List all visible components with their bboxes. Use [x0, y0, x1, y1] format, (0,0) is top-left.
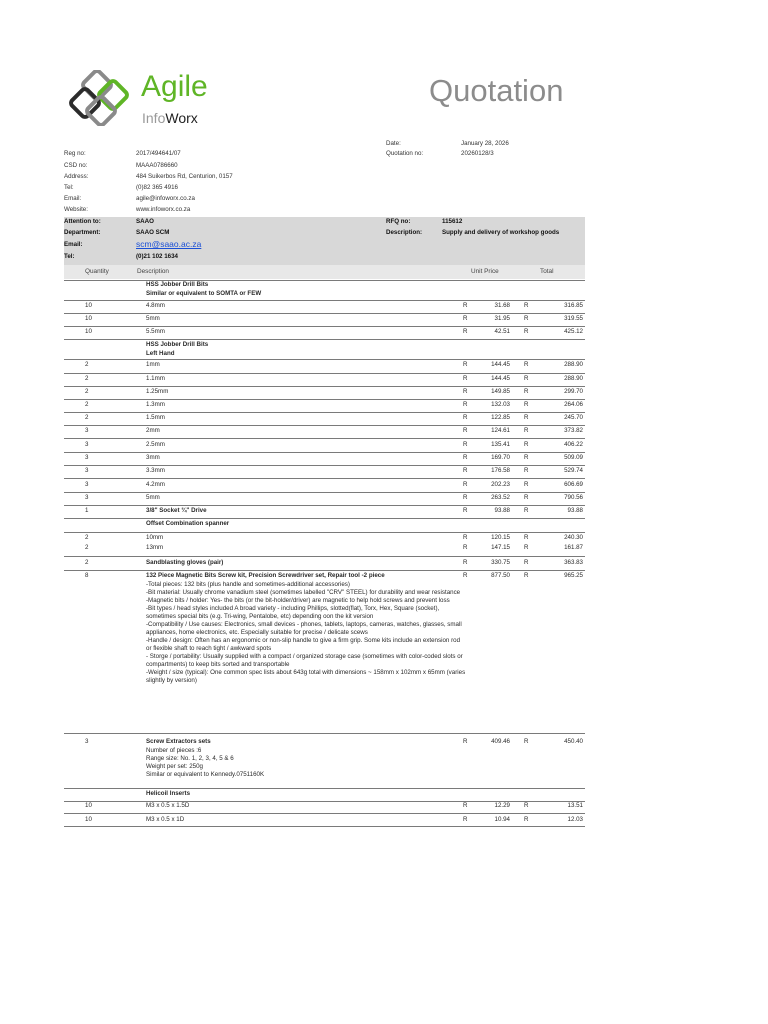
item-description: 5mm — [146, 315, 160, 322]
item-description: 1.1mm — [146, 375, 165, 382]
unit-currency: R — [463, 454, 468, 461]
item-total: 264.06 — [564, 401, 583, 408]
row-divider — [64, 478, 585, 479]
quotation-no-label: Quotation no: — [386, 150, 424, 157]
client-tel-label: Tel: — [64, 253, 75, 260]
row-divider — [64, 452, 585, 453]
unit-currency: R — [463, 427, 468, 434]
brand-sub-worx: Worx — [165, 110, 198, 126]
detail-line: Similar or equivalent to Kennedy.0751160K — [146, 771, 265, 778]
section-heading: HSS Jobber Drill Bits — [146, 281, 209, 288]
item-total: 965.25 — [564, 572, 583, 579]
supplier-label: Address: — [64, 173, 89, 180]
section-heading: Offset Combination spanner — [146, 520, 230, 527]
total-currency: R — [524, 427, 529, 434]
row-divider — [64, 339, 585, 340]
item-description-details — [146, 747, 466, 779]
unit-currency: R — [463, 559, 468, 566]
item-description: 1.25mm — [146, 388, 169, 395]
item-total: 373.82 — [564, 427, 583, 434]
item-total: 406.22 — [564, 441, 583, 448]
unit-currency: R — [463, 481, 468, 488]
supplier-value: 484 Suikerbos Rd, Centurion, 0157 — [136, 173, 233, 180]
supplier-label: Website: — [64, 206, 88, 213]
item-quantity: 3 — [85, 738, 89, 745]
detail-line: Number of pieces :6 — [146, 747, 202, 754]
total-currency: R — [524, 738, 529, 745]
rfq-label: RFQ no: — [386, 218, 411, 225]
client-tel-value: (0)21 102 1634 — [136, 253, 178, 260]
total-currency: R — [524, 507, 529, 514]
detail-line: Range size: No. 1, 2, 3, 4, 5 & 6 — [146, 755, 234, 762]
item-total: 529.74 — [564, 467, 583, 474]
unit-currency: R — [463, 494, 468, 501]
item-quantity: 3 — [85, 441, 89, 448]
unit-currency: R — [463, 388, 468, 395]
supplier-label: Reg no: — [64, 150, 86, 157]
unit-currency: R — [463, 441, 468, 448]
item-quantity: 1 — [85, 507, 89, 514]
total-currency: R — [524, 816, 529, 823]
item-total: 12.03 — [567, 816, 583, 823]
brand-name: Agile — [141, 70, 208, 103]
row-divider — [64, 556, 585, 557]
brand-sub-info: Info — [142, 110, 166, 126]
detail-line: -Handle / design: Often has an ergonomic or non-slip handle to give a firm grip. Some kits include an extension rod or flexible shaft to reach tight / awkward spots — [146, 637, 461, 652]
item-total: 450.40 — [564, 738, 583, 745]
total-currency: R — [524, 441, 529, 448]
item-quantity: 2 — [85, 388, 89, 395]
item-description: Screw Extractors sets — [146, 738, 211, 745]
date-value: January 28, 2026 — [461, 140, 509, 147]
total-currency: R — [524, 454, 529, 461]
brand-subtitle — [142, 111, 198, 125]
item-quantity: 3 — [85, 454, 89, 461]
row-divider — [64, 359, 585, 360]
item-description: 4.8mm — [146, 302, 165, 309]
unit-currency: R — [463, 738, 468, 745]
detail-line: -Bit types / head styles included A broad variety - including Phillips, slotted(flat), Torx, Hex, Square (socket), sometimes special bits (e.g. Tri-wing, Pentalobe, etc) depending oon the kit version — [146, 605, 440, 620]
total-currency: R — [524, 481, 529, 488]
item-quantity: 3 — [85, 494, 89, 501]
unit-currency: R — [463, 414, 468, 421]
item-total: 425.12 — [564, 328, 583, 335]
unit-currency: R — [463, 507, 468, 514]
item-quantity: 10 — [85, 315, 92, 322]
supplier-label: CSD no: — [64, 162, 88, 169]
item-unit-price: 31.68 — [494, 302, 510, 309]
column-unit-price: Unit Price — [471, 268, 499, 275]
row-divider — [64, 412, 585, 413]
row-divider — [64, 300, 585, 301]
detail-line: -Magnetic bits / holder: Yes- the bits (or the bit-holder/driver) are magnetic to help hold screws and prevent loss — [146, 597, 450, 604]
unit-currency: R — [463, 361, 468, 368]
item-total: 288.90 — [564, 375, 583, 382]
item-unit-price: 135.41 — [491, 441, 510, 448]
quotation-no-value: 20260128/3 — [461, 150, 494, 157]
unit-currency: R — [463, 375, 468, 382]
item-description: 10mm — [146, 534, 164, 541]
detail-line: Weight per set: 250g — [146, 763, 203, 770]
row-divider — [64, 518, 585, 519]
total-currency: R — [524, 467, 529, 474]
section-heading: Similar or equivalent to SOMTA or FEW — [146, 290, 262, 297]
item-unit-price: 10.94 — [494, 816, 510, 823]
item-total: 363.83 — [564, 559, 583, 566]
item-total: 316.85 — [564, 302, 583, 309]
row-divider — [64, 788, 585, 789]
row-divider — [64, 813, 585, 814]
item-quantity: 2 — [85, 534, 89, 541]
row-divider — [64, 386, 585, 387]
item-quantity: 2 — [85, 414, 89, 421]
row-divider — [64, 505, 585, 506]
row-divider — [64, 280, 585, 281]
item-unit-price: 12.29 — [494, 802, 510, 809]
description-label: Description: — [386, 229, 423, 236]
total-currency: R — [524, 401, 529, 408]
item-unit-price: 149.85 — [491, 388, 510, 395]
item-description: 3/8" Socket ¾" Drive — [146, 507, 207, 514]
row-divider — [64, 570, 585, 571]
item-description: 5mm — [146, 494, 160, 501]
section-heading: HSS Jobber Drill Bits — [146, 341, 209, 348]
row-divider — [64, 399, 585, 400]
item-description: 13mm — [146, 544, 164, 551]
item-quantity: 10 — [85, 802, 92, 809]
item-quantity: 2 — [85, 544, 89, 551]
item-description: 2.5mm — [146, 441, 165, 448]
item-quantity: 2 — [85, 361, 89, 368]
item-unit-price: 31.95 — [494, 315, 510, 322]
date-label: Date: — [386, 140, 401, 147]
item-unit-price: 93.88 — [494, 507, 510, 514]
column-total: Total — [540, 268, 554, 275]
item-unit-price: 132.03 — [491, 401, 510, 408]
department-label: Department: — [64, 229, 101, 236]
item-description: Sandblasting gloves (pair) — [146, 559, 224, 566]
item-unit-price: 176.58 — [491, 467, 510, 474]
item-unit-price: 263.52 — [491, 494, 510, 501]
item-total: 606.69 — [564, 481, 583, 488]
supplier-value: (0)82 365 4916 — [136, 184, 178, 191]
description-value: Supply and delivery of workshop goods — [442, 229, 560, 236]
item-unit-price: 169.70 — [491, 454, 510, 461]
item-description-details — [146, 581, 466, 685]
item-total: 161.87 — [564, 544, 583, 551]
attention-label: Attention to: — [64, 218, 101, 225]
item-unit-price: 409.46 — [491, 738, 510, 745]
item-description: 3mm — [146, 454, 160, 461]
item-unit-price: 42.51 — [494, 328, 510, 335]
department-value: SAAO SCM — [136, 229, 170, 236]
item-quantity: 3 — [85, 467, 89, 474]
item-quantity: 10 — [85, 328, 92, 335]
item-total: 245.70 — [564, 414, 583, 421]
row-divider — [64, 826, 585, 827]
item-total: 13.51 — [567, 802, 583, 809]
total-currency: R — [524, 802, 529, 809]
item-description: M3 x 0.5 x 1.5D — [146, 802, 190, 809]
document-title: Quotation — [429, 73, 564, 108]
total-currency: R — [524, 534, 529, 541]
detail-line: -Compatibility / Use causes: Electronics, small devices - phones, tablets, laptops, cameras, watches, glasses, small appliances, home electronics, etc. Especially suitable for precise / delicate scews — [146, 621, 462, 636]
supplier-value[interactable]: www.infoworx.co.za — [136, 206, 191, 213]
item-unit-price: 330.75 — [491, 559, 510, 566]
detail-line: - Storge / portability: Usually supplied with a compact / organized storage case (sometimes with color-coded slots or compartments) to keep bits sorted and transportable — [146, 653, 463, 668]
row-divider — [64, 326, 585, 327]
total-currency: R — [524, 559, 529, 566]
row-divider — [64, 373, 585, 374]
item-unit-price: 877.50 — [491, 572, 510, 579]
unit-currency: R — [463, 401, 468, 408]
item-description: 1mm — [146, 361, 160, 368]
total-currency: R — [524, 375, 529, 382]
unit-currency: R — [463, 816, 468, 823]
item-description: 132 Piece Magnetic Bits Screw kit, Precision Screwdriver set, Repair tool -2 piece — [146, 572, 385, 579]
detail-line: -Total pieces: 132 bits (plus handle and sometimes-additional accessories) — [146, 581, 350, 588]
row-divider — [64, 492, 585, 493]
total-currency: R — [524, 544, 529, 551]
unit-currency: R — [463, 328, 468, 335]
detail-line: -Weight / size (typical): One common spec lists about 643g total with dimensions ~ 158mm x 102mm x 65mm (varies slightly by version) — [146, 669, 466, 684]
item-total: 240.30 — [564, 534, 583, 541]
row-divider — [64, 425, 585, 426]
item-description: 3.3mm — [146, 467, 165, 474]
item-unit-price: 122.85 — [491, 414, 510, 421]
supplier-value: 2017/494641/07 — [136, 150, 181, 157]
column-description: Description — [137, 268, 169, 275]
item-unit-price: 202.23 — [491, 481, 510, 488]
item-quantity: 10 — [85, 816, 92, 823]
row-divider — [64, 313, 585, 314]
row-divider — [64, 465, 585, 466]
attention-value: SAAO — [136, 218, 154, 225]
item-description: 1.5mm — [146, 414, 165, 421]
item-unit-price: 147.15 — [491, 544, 510, 551]
item-total: 509.09 — [564, 454, 583, 461]
unit-currency: R — [463, 572, 468, 579]
item-description: 2mm — [146, 427, 160, 434]
supplier-value: MAAA0786660 — [136, 162, 178, 169]
total-currency: R — [524, 388, 529, 395]
item-total: 93.88 — [567, 507, 583, 514]
client-email-link[interactable] — [136, 240, 201, 249]
item-quantity: 3 — [85, 427, 89, 434]
client-email-label: Email: — [64, 241, 83, 248]
item-quantity: 2 — [85, 559, 89, 566]
unit-currency: R — [463, 467, 468, 474]
item-unit-price: 144.45 — [491, 361, 510, 368]
unit-currency: R — [463, 534, 468, 541]
item-total: 319.55 — [564, 315, 583, 322]
item-description: 4.2mm — [146, 481, 165, 488]
company-logo-icon — [68, 70, 138, 126]
row-divider — [64, 438, 585, 439]
section-heading: Helicoil Inserts — [146, 790, 191, 797]
row-divider — [64, 733, 585, 734]
item-quantity: 8 — [85, 572, 89, 579]
detail-line: -Bit material: Usually chrome vanadium steel (sometimes labelled "CRV" STEEL) for durability and wear resistance — [146, 589, 461, 596]
supplier-label: Email: — [64, 195, 82, 202]
item-unit-price: 144.45 — [491, 375, 510, 382]
item-unit-price: 120.15 — [491, 534, 510, 541]
item-quantity: 2 — [85, 401, 89, 408]
total-currency: R — [524, 414, 529, 421]
total-currency: R — [524, 572, 529, 579]
item-description: M3 x 0.5 x 1D — [146, 816, 185, 823]
client-email-value[interactable]: scm@saao.ac.za — [136, 239, 202, 249]
unit-currency: R — [463, 544, 468, 551]
item-description: 5.5mm — [146, 328, 165, 335]
total-currency: R — [524, 315, 529, 322]
section-heading: Left Hand — [146, 350, 175, 357]
item-quantity: 2 — [85, 375, 89, 382]
total-currency: R — [524, 361, 529, 368]
supplier-value[interactable]: agile@infoworx.co.za — [136, 195, 195, 202]
total-currency: R — [524, 494, 529, 501]
total-currency: R — [524, 328, 529, 335]
item-unit-price: 124.61 — [491, 427, 510, 434]
rfq-value: 115612 — [442, 218, 463, 225]
total-currency: R — [524, 302, 529, 309]
item-quantity: 3 — [85, 481, 89, 488]
item-description: 1.3mm — [146, 401, 165, 408]
item-total: 299.70 — [564, 388, 583, 395]
column-quantity: Quantity — [85, 268, 109, 275]
unit-currency: R — [463, 315, 468, 322]
row-divider — [64, 532, 585, 533]
item-total: 288.90 — [564, 361, 583, 368]
item-quantity: 10 — [85, 302, 92, 309]
unit-currency: R — [463, 802, 468, 809]
supplier-label: Tel: — [64, 184, 74, 191]
unit-currency: R — [463, 302, 468, 309]
item-total: 790.56 — [564, 494, 583, 501]
